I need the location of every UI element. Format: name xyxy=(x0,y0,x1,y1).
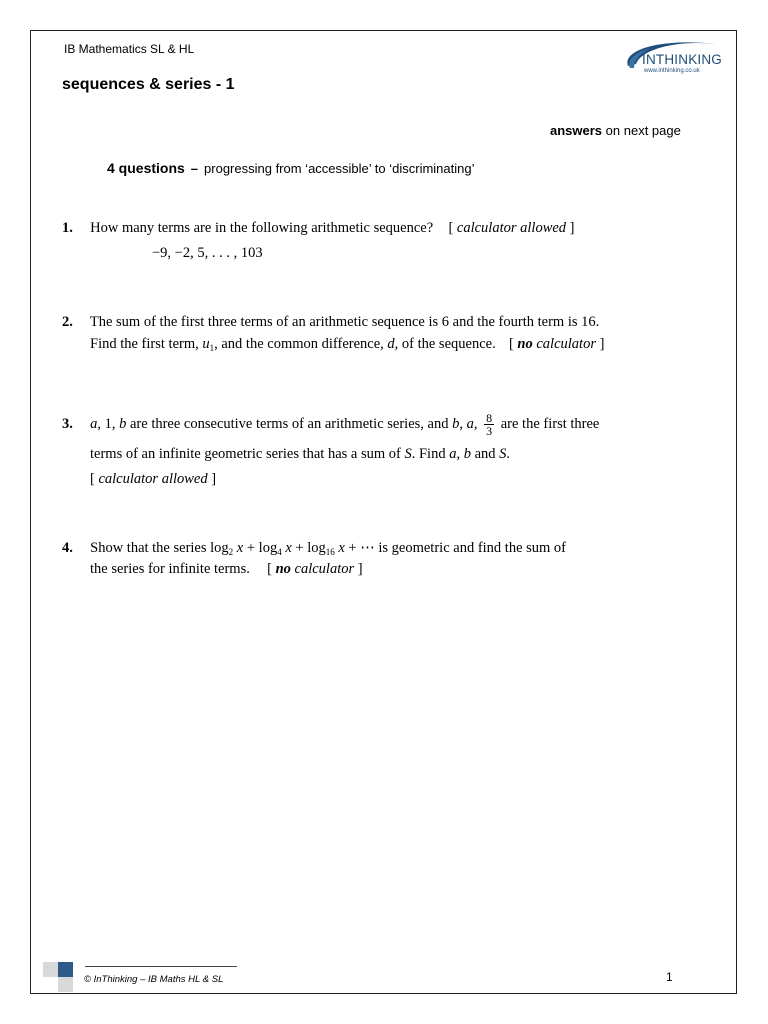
question-3-line-2: terms of an infinite geometric series that has a sum of S. Find a, b and S. xyxy=(90,446,511,462)
fraction-eight-thirds: $\frac{8}{3}$ xyxy=(486,411,493,438)
page-title: sequences & series - 1 xyxy=(62,76,235,93)
question-4-line-1: 4. Show that the series $\log_2 x + \log_4 x + \log_{16} x$ + ⋯ is geometric and find the sum of xyxy=(62,540,567,557)
answers-note: answers on next page xyxy=(550,123,681,138)
questions-subtitle: 4 questions – progressing from ‘accessible’ to ‘discriminating’ xyxy=(107,160,475,176)
page-number: 1 xyxy=(666,970,673,984)
question-3-line-1: 3. a, 1, b are three consecutive terms of an arithmetic series, and b, a, $\frac{8}{3}$ are the first three xyxy=(62,411,600,438)
question-2-line-2: Find the first term, $u_1$, and the common difference, d, of the sequence. [ no calculator ] xyxy=(90,336,605,353)
question-3-line-3: [ calculator allowed ] xyxy=(90,471,217,487)
footer-square-light-1 xyxy=(43,962,58,977)
inthinking-logo xyxy=(620,36,728,82)
logo-url: www.inthinking.co.uk xyxy=(644,68,700,74)
question-4-line-2: the series for infinite terms. [ no calculator ] xyxy=(90,561,363,577)
logo-wordmark: INTHINKING xyxy=(642,52,723,67)
footer-rule xyxy=(85,966,237,967)
question-2-line-1: 2. The sum of the first three terms of an arithmetic sequence is 6 and the fourth term is 16. xyxy=(62,314,600,330)
course-header: IB Mathematics SL & HL xyxy=(64,42,195,56)
footer-copyright: © InThinking – IB Maths HL & SL xyxy=(84,974,224,985)
footer-square-dark xyxy=(58,962,73,977)
question-1: 1. How many terms are in the following arithmetic sequence? [ calculator allowed ] xyxy=(62,220,575,236)
footer-square-light-2 xyxy=(58,977,73,992)
question-1-sequence: −9, −2, 5, . . . , 103 xyxy=(152,245,263,261)
